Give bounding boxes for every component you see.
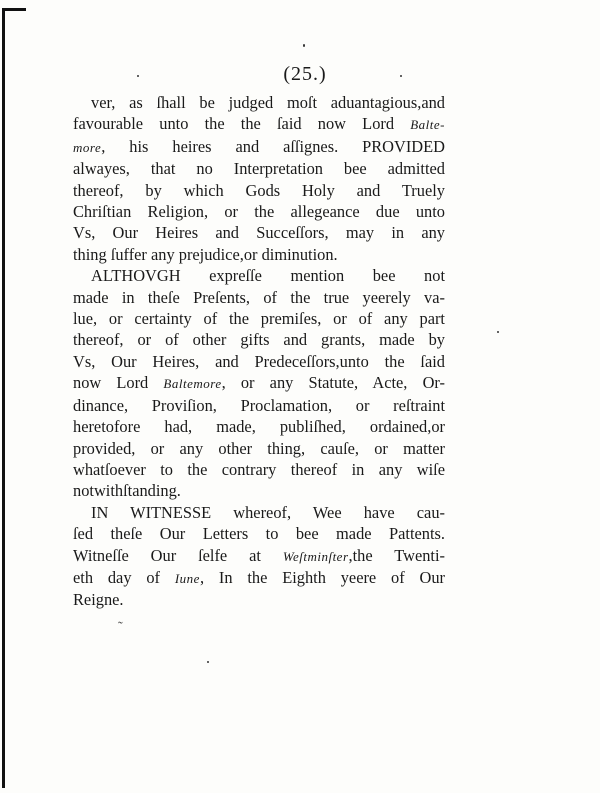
text-line: Reigne.: [73, 590, 124, 610]
text-line: alwayes, that no Interpretation bee admitted: [73, 159, 445, 179]
text-line: now Lord Baltemore, or any Statute, Acte, Or-: [73, 373, 445, 393]
ink-speck: [497, 331, 499, 333]
text-line: thereof, by which Gods Holy and Truely: [73, 180, 445, 200]
italic-name: Baltemore: [163, 376, 222, 392]
text-line: more, his heires and aſſignes. PROVIDED: [73, 136, 445, 156]
text-line: Witneſſe Our ſelfe at Weſtminſter,the Twenti-: [73, 545, 445, 565]
text-line: eth day of Iune, In the Eighth yeere of Our: [73, 567, 445, 587]
text-line: dinance, Proviſion, Proclamation, or reſtraint: [73, 395, 445, 415]
paragraph: [73, 265, 445, 501]
text-line: Vs, Our Heires, and Predeceſſors,unto the ſaid: [73, 351, 445, 371]
ink-mark: ˜: [118, 620, 123, 635]
text-line: Vs, Our Heires and Succeſſors, may in any: [73, 223, 445, 243]
text-line: lue, or certainty of the premiſes, or of any part: [73, 309, 445, 329]
text-line: heretofore had, made, publiſhed, ordained,or: [73, 417, 445, 437]
text-line: ALTHOVGH expreſſe mention bee not: [91, 266, 445, 286]
text-line: provided, or any other thing, cauſe, or matter: [73, 438, 445, 458]
italic-name: more: [73, 139, 102, 155]
page-number: (25.): [283, 63, 327, 85]
paragraph: [73, 92, 445, 265]
binding-edge-tick: [2, 8, 26, 11]
text-line: ver, as ſhall be judged moſt aduantagious,and: [91, 93, 445, 112]
text-line: favourable unto the the ſaid now Lord Balte-: [73, 114, 445, 134]
text-line: ſed theſe Our Letters to bee made Pattents.: [73, 524, 445, 544]
ink-speck: [207, 661, 209, 663]
text-line: notwithſtanding.: [73, 481, 181, 501]
text-line: thereof, or of other gifts and grants, made by: [73, 330, 445, 350]
text-line: made in theſe Preſents, of the true yeerely va-: [73, 287, 445, 307]
text-line: whatſoever to the contrary thereof in any wiſe: [73, 459, 445, 479]
italic-name: Iune: [174, 570, 200, 586]
text-line: IN WITNESSE whereof, Wee have cau-: [91, 502, 445, 522]
italic-name: Weſtminſter: [282, 548, 349, 564]
binding-edge-line: [2, 8, 5, 788]
ink-speck: [303, 44, 305, 47]
text-line: Chriſtian Religion, or the allegeance due unto: [73, 202, 445, 222]
italic-name: Balte-: [410, 117, 445, 133]
body-text: [73, 92, 445, 611]
text-line: thing ſuffer any prejudice,or diminution.: [73, 244, 338, 264]
paragraph: [73, 502, 445, 611]
